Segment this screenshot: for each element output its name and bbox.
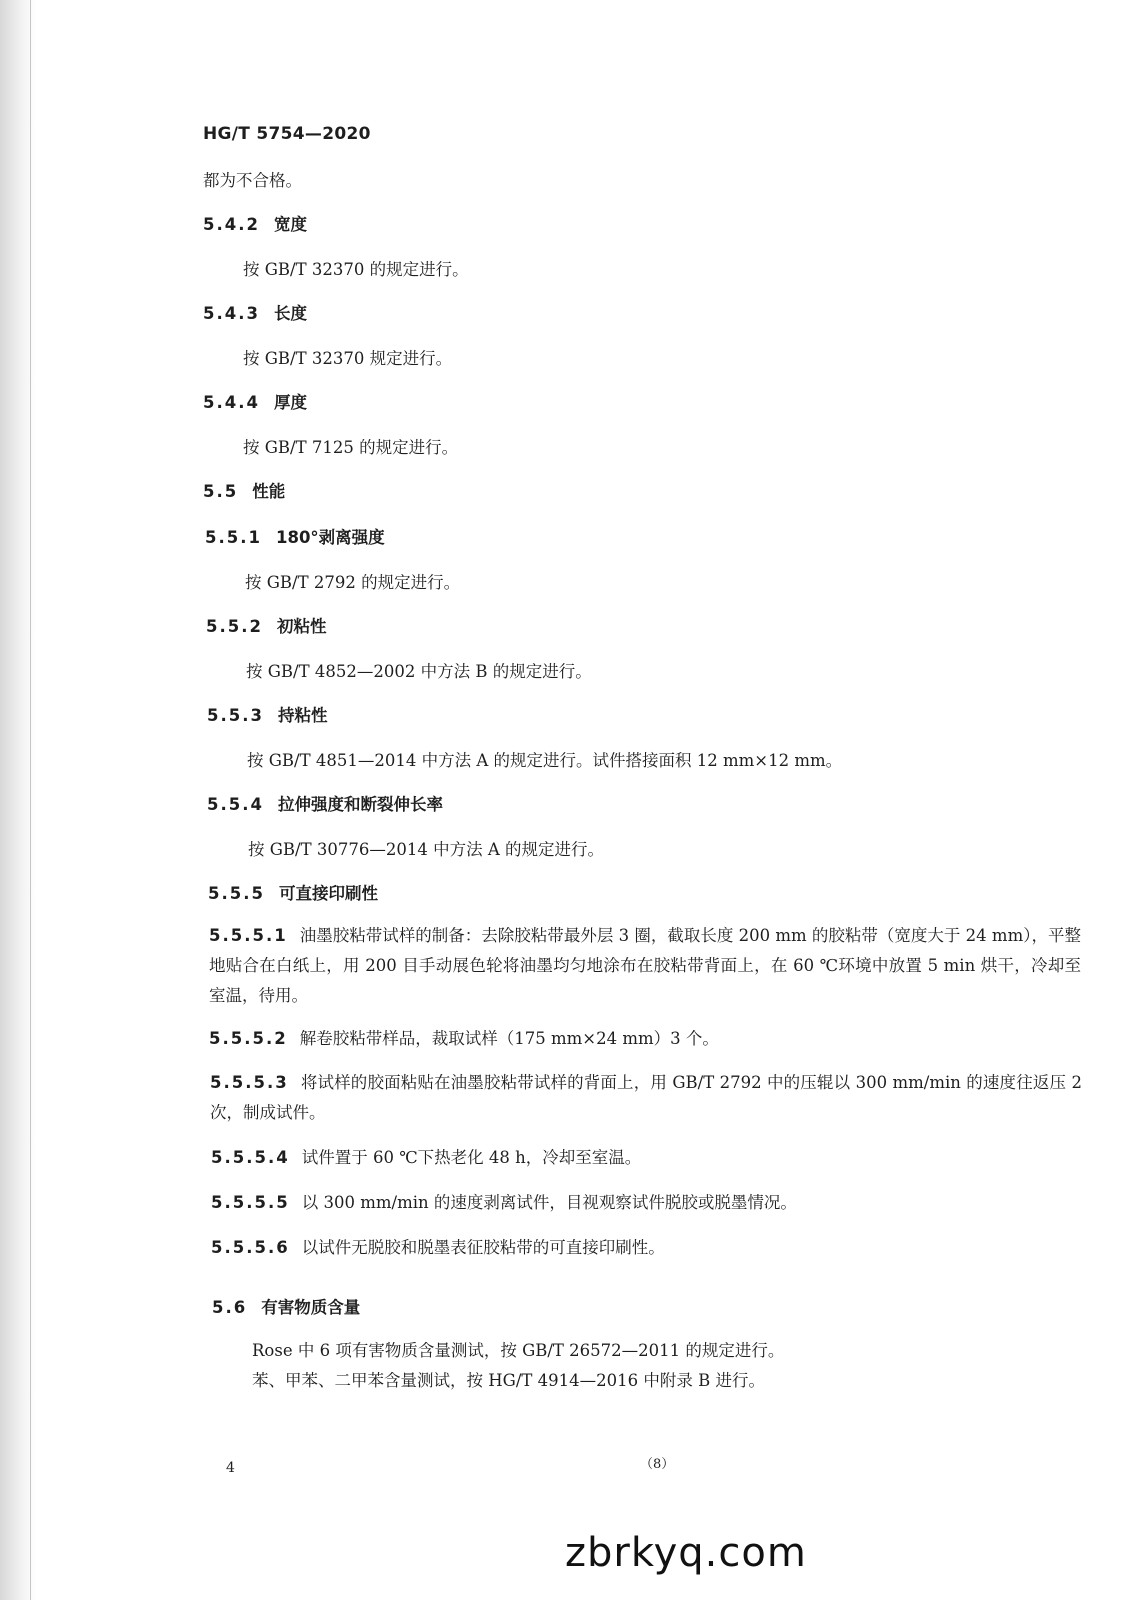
- clause-number: 5.5.5.6: [211, 1238, 290, 1257]
- intro-line: 都为不合格。: [203, 171, 302, 190]
- clause-5-5-5-2: [209, 1024, 1081, 1054]
- section-number: 5.5: [203, 482, 239, 501]
- section-title: 宽度: [273, 215, 307, 234]
- section-5-5-3-heading: [207, 705, 327, 727]
- site-watermark: zbrkyq.com: [565, 1530, 807, 1576]
- section-5-5-4-heading: [207, 794, 443, 816]
- section-5-4-2-text: 按 GB/T 32370 的规定进行。: [243, 260, 469, 279]
- section-number: 5.5.1: [205, 528, 262, 547]
- clause-number: 5.5.5.5: [211, 1193, 290, 1212]
- section-5-4-2-heading: [203, 214, 307, 236]
- section-title: 性能: [252, 482, 286, 501]
- section-number: 5.4.3: [203, 304, 260, 323]
- clause-5-5-5-6: [211, 1233, 1083, 1263]
- clause-text: 油墨胶粘带试样的制备：去除胶粘带最外层 3 圈，截取长度 200 mm 的胶粘带（宽度大于 24 mm），平整地贴合在白纸上，用 200 目手动展色轮将油墨均匀地涂布在胶粘带背面上，在 60 ℃环境中放置 5 min 烘干，冷却至室温，待用。: [209, 926, 1081, 1005]
- section-5-4-3-heading: [203, 303, 307, 325]
- section-number: 5.6: [212, 1298, 248, 1317]
- clause-5-5-5-3: [210, 1068, 1082, 1128]
- section-number: 5.5.5: [208, 884, 265, 903]
- document-code: HG/T 5754—2020: [203, 124, 371, 144]
- section-title: 180°剥离强度: [275, 528, 385, 547]
- section-5-5-2-text: 按 GB/T 4852—2002 中方法 B 的规定进行。: [246, 662, 592, 681]
- clause-5-5-5-5: [211, 1188, 1083, 1218]
- section-5-6-text-2: 苯、甲苯、二甲苯含量测试，按 HG/T 4914—2016 中附录 B 进行。: [252, 1371, 765, 1390]
- section-title: 初粘性: [276, 617, 327, 636]
- section-title: 厚度: [273, 393, 307, 412]
- clause-number: 5.5.5.1: [209, 926, 288, 945]
- clause-number: 5.5.5.4: [211, 1148, 290, 1167]
- section-5-6-heading: [212, 1297, 360, 1319]
- clause-text: 试件置于 60 ℃下热老化 48 h，冷却至室温。: [301, 1148, 642, 1167]
- section-number: 5.4.2: [203, 215, 260, 234]
- section-5-5-5-heading: [208, 883, 378, 905]
- section-5-4-4-text: 按 GB/T 7125 的规定进行。: [243, 438, 459, 457]
- section-5-6-text-1: Rose 中 6 项有害物质含量测试，按 GB/T 26572—2011 的规定进行。: [252, 1341, 785, 1360]
- clause-5-5-5-4: [211, 1143, 1083, 1173]
- clause-text: 以 300 mm/min 的速度剥离试件，目视观察试件脱胶或脱墨情况。: [301, 1193, 797, 1212]
- clause-text: 将试样的胶面粘贴在油墨胶粘带试样的背面上，用 GB/T 2792 中的压辊以 300 mm/min 的速度往返压 2 次，制成试件。: [210, 1073, 1082, 1122]
- section-5-4-4-heading: [203, 392, 307, 414]
- sheet-number: （8）: [640, 1457, 675, 1472]
- section-title: 有害物质含量: [261, 1298, 361, 1317]
- section-number: 5.5.3: [207, 706, 264, 725]
- section-title: 可直接印刷性: [278, 884, 378, 903]
- section-number: 5.5.2: [206, 617, 263, 636]
- section-5-5-1-heading: [205, 527, 385, 549]
- page-number: 4: [226, 1460, 235, 1476]
- section-title: 持粘性: [277, 706, 328, 725]
- clause-text: 解卷胶粘带样品，裁取试样（175 mm×24 mm）3 个。: [299, 1029, 719, 1048]
- section-5-5-2-heading: [206, 616, 326, 638]
- section-title: 拉伸强度和断裂伸长率: [277, 795, 443, 814]
- section-title: 长度: [273, 304, 307, 323]
- clause-number: 5.5.5.3: [210, 1073, 289, 1092]
- section-number: 5.5.4: [207, 795, 264, 814]
- section-5-5-heading: [203, 481, 285, 503]
- section-5-5-1-text: 按 GB/T 2792 的规定进行。: [245, 573, 461, 592]
- clause-number: 5.5.5.2: [209, 1029, 288, 1048]
- section-5-5-4-text: 按 GB/T 30776—2014 中方法 A 的规定进行。: [248, 840, 604, 859]
- section-number: 5.4.4: [203, 393, 260, 412]
- clause-text: 以试件无脱胶和脱墨表征胶粘带的可直接印刷性。: [301, 1238, 665, 1257]
- section-5-5-3-text: 按 GB/T 4851—2014 中方法 A 的规定进行。试件搭接面积 12 mm×12 mm。: [247, 751, 843, 770]
- section-5-4-3-text: 按 GB/T 32370 规定进行。: [243, 349, 453, 368]
- clause-5-5-5-1: [209, 921, 1081, 1011]
